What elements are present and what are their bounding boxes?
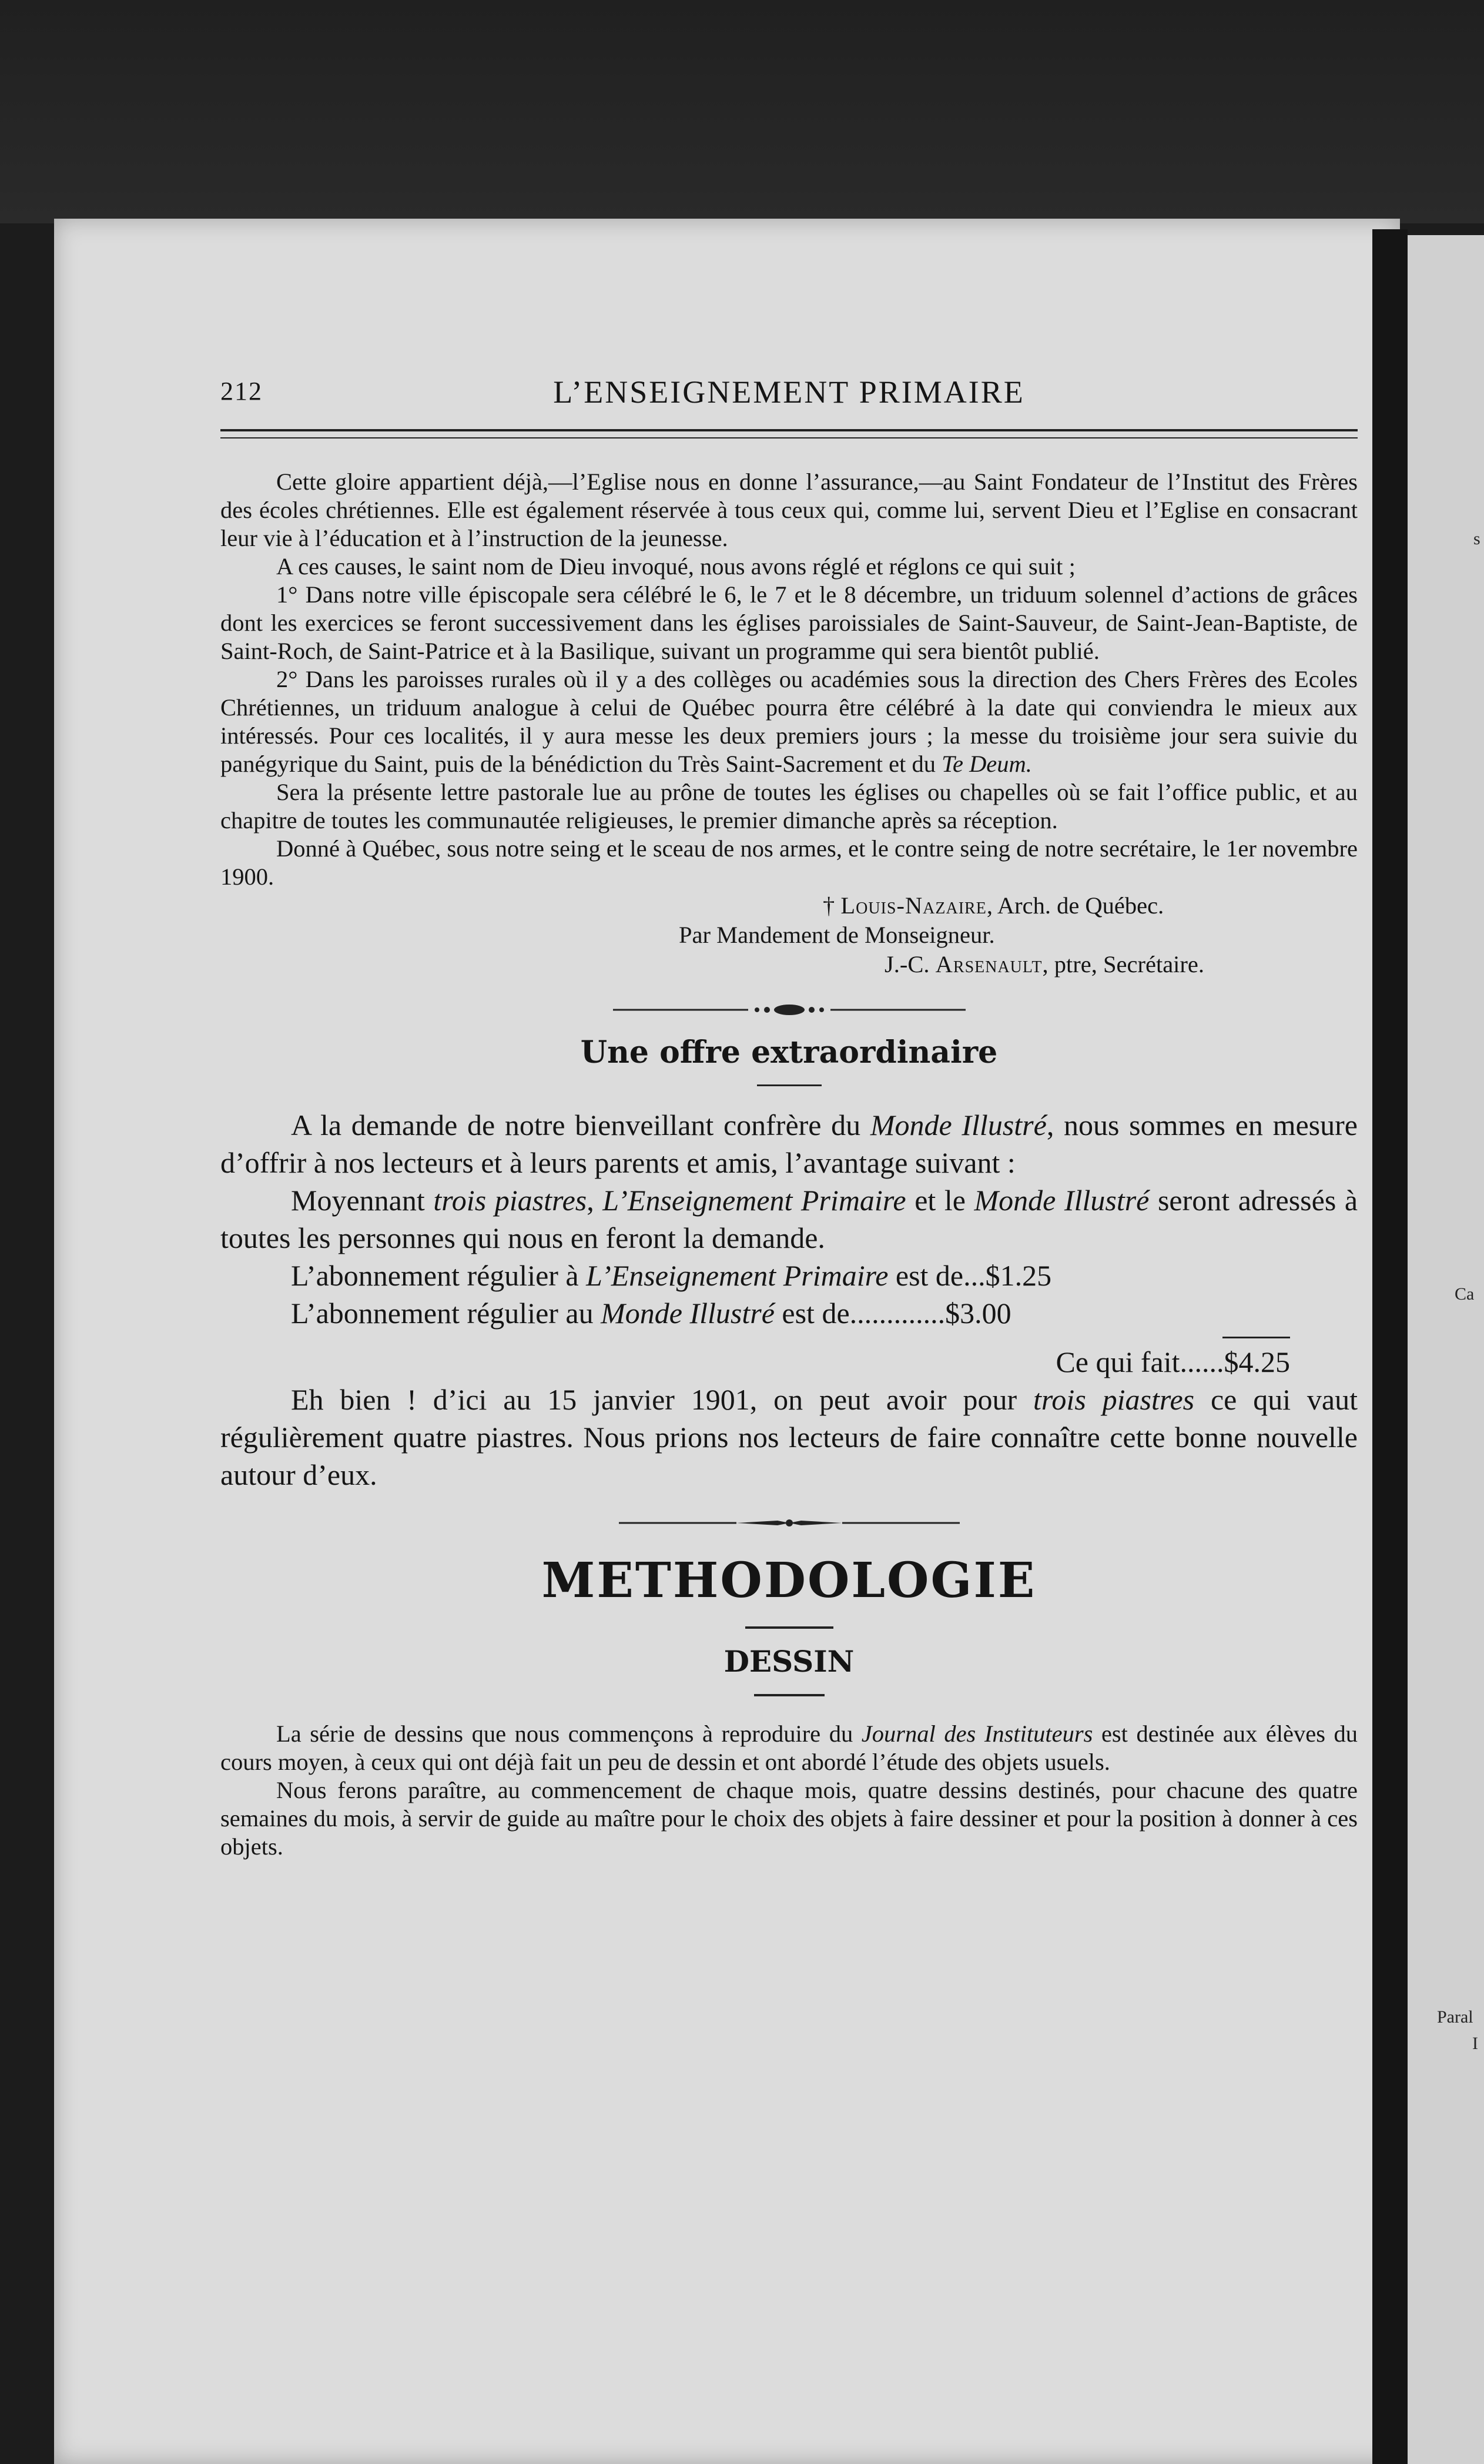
letter-paragraph: Donné à Québec, sous notre seing et le sceau de nos armes, et le contre seing de notre secrétaire, le 1er novembre 1900. [220,835,1358,890]
offer-paragraph [220,1181,1358,1257]
offer-text: et le [914,1184,966,1217]
publication-name: Monde Illustré [870,1109,1047,1141]
signature-archbishop [220,891,1358,920]
heading-rule [745,1626,833,1629]
price-label: L’abonnement régulier à [291,1259,579,1292]
offer-paragraph [220,1106,1358,1181]
offer-text: Eh bien ! d’ici au 15 janvier 1901, on peut avoir pour [291,1383,1017,1416]
price-phrase: trois piastres [433,1184,587,1217]
offer-text: ce qui vaut régulièrement quatre piastres. Nous prions nos lecteurs de faire connaître cette bonne nouvelle autour d’eux. [220,1383,1358,1491]
letter-paragraph: 1° Dans notre ville épiscopale sera célébré le 6, le 7 et le 8 décembre, un triduum solennel d’actions de grâces dont les exercices se feront successivement dans les églises paroissiales de Saint-Sauveur, de Saint-Jean-Baptiste, de Saint-Roch, de Saint-Patrice et à la Basilique, suivant un programme qui sera bientôt publié. [220,581,1358,664]
letter-paragraph: A ces causes, le saint nom de Dieu invoqué, nous avons réglé et réglons ce qui suit ; [276,553,1076,580]
journal-title: L’ENSEIGNEMENT PRIMAIRE [553,374,1025,410]
publication-name: Journal des Instituteurs [861,1720,1093,1747]
price-value: est de...$1.25 [895,1259,1052,1292]
sum-rule [1222,1337,1290,1338]
adjacent-page-fragment: Ca [1455,1284,1475,1304]
price-label: L’abonnement régulier au [291,1297,594,1330]
page-content [220,353,1358,1861]
secretary-title: , ptre, Secrétaire. [1042,951,1205,977]
subsection-heading: DESSIN [723,1644,855,1679]
offer-text: Moyennant [291,1184,425,1217]
publication-name: Monde Illustré [974,1184,1150,1217]
letter-paragraph: Sera la présente lettre pastorale lue au prône de toutes les églises ou chapelles où se fait l’office public, et au chapitre de toutes les communautée religieuses, le premier dimanche après sa réception. [220,779,1358,833]
secretary-name: Arsenault [935,951,1043,977]
publication-name: Monde Illustré [601,1297,775,1330]
adjacent-page-edge [1408,235,1484,2464]
scan-background [0,0,1484,223]
offer-section [220,1035,1358,1494]
offer-paragraph [220,1381,1358,1494]
offer-text: , nous sommes en mesure d’offrir à nos lecteurs et à leurs parents et amis, l’avantage suivant : [220,1109,1358,1179]
methodology-text: est destinée aux élèves du cours moyen, à ceux qui ont déjà fait un peu de dessin et ont abordé l’étude des objets usuels. [220,1720,1358,1775]
publication-name: L’Enseignement Primaire [602,1184,906,1217]
letter-paragraph: Cette gloire appartient déjà,—l’Eglise nous en donne l’assurance,—au Saint Fondateur de l’Institut des Frères des écoles chrétiennes. Elle est également réservée à tous ceux qui, comme lui, servent Dieu et l’Eglise en consacrant leur vie à l’éducation et à l’instruction de la jeunesse. [220,468,1358,551]
signatory-name: Louis-Nazaire [840,892,987,919]
section-heading: METHODOLOGIE [541,1552,1037,1609]
methodology-paragraph [220,1720,1358,1776]
running-head [220,353,1358,410]
header-rule [220,429,1358,438]
price-value: est de.............$3.00 [782,1297,1011,1330]
letter-paragraph-text: 2° Dans les paroisses rurales où il y a des collèges ou académies sous la direction des Chers Frères des Ecoles Chrétiennes, un triduum analogue à celui de Québec pourra être célébré à la date qui conviendra le mieux aux intéressés. Pour ces localités, il y aura messe les deux premiers jours ; la messe du troisième jour sera suivie du panégyrique du Saint, puis de la bénédiction du Très Saint-Sacrement et du [220,666,1358,777]
title-rule [757,1084,822,1086]
signature-secretary [220,950,1358,979]
offer-title: Une offre extraordinaire [580,1035,998,1070]
publication-name: L’Enseignement Primaire [586,1259,889,1292]
methodology-text: La série de dessins que nous commençons à reproduire du [276,1720,853,1747]
methodology-paragraph: Nous ferons paraître, au commencement de chaque mois, quatre dessins destinés, pour chacune des quatre semaines du mois, à servir de guide au maître pour le choix des objets à faire dessiner et pour la position à donner à ces objets. [220,1777,1358,1860]
letter-paragraph [220,665,1358,778]
ornament-divider [619,1517,960,1529]
price-line [220,1294,1358,1332]
cross-symbol: † [823,892,835,919]
page-number: 212 [220,377,263,406]
price-line [220,1257,1358,1294]
ornament-divider [613,1003,966,1017]
signature-mandate: Par Mandement de Monseigneur. [679,922,995,948]
secretary-initials: J.-C. [885,951,930,977]
pastoral-letter [220,468,1358,979]
price-total: Ce qui fait......$4.25 [1056,1345,1290,1378]
methodology-section [220,1552,1358,1861]
price-phrase: trois piastres [1033,1383,1195,1416]
subheading-rule [754,1694,825,1696]
offer-text: seront adressés à toutes les personnes qui nous en feront la demande. [220,1184,1358,1254]
book-gutter [1372,229,1408,2464]
adjacent-page-fragment: Paral [1437,2007,1473,2027]
adjacent-page-fragment: I [1472,2034,1478,2053]
te-deum: Te Deum. [942,751,1032,777]
offer-text: A la demande de notre bienveillant confrère du [291,1109,861,1141]
offer-text: , [587,1184,594,1217]
signatory-title: , Arch. de Québec. [986,892,1164,919]
adjacent-page-fragment: s [1473,529,1480,548]
